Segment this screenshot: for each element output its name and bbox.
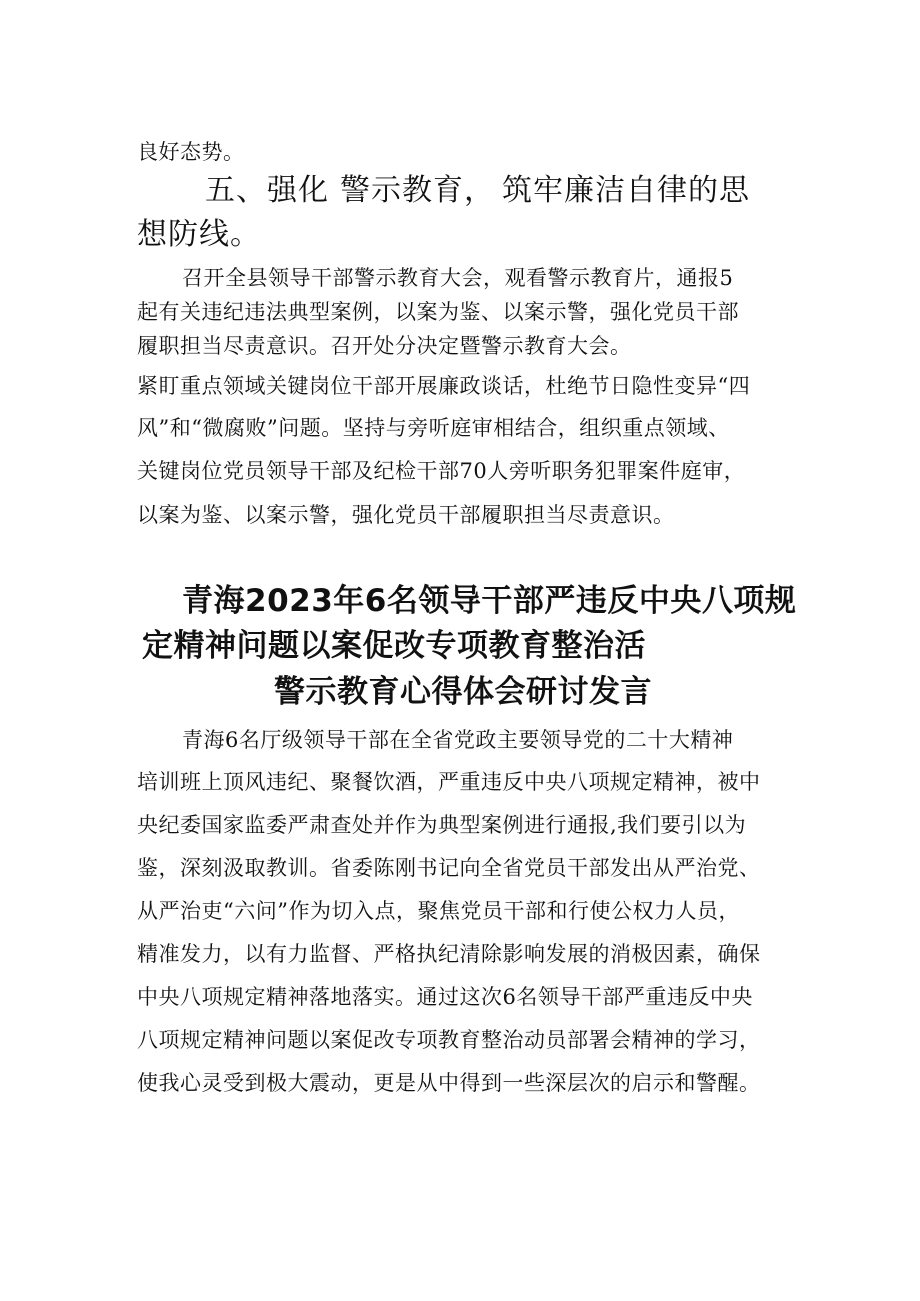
article-paragraph-line: 中央八项规定精神落地落实。通过这次6名领导干部严重违反中央 xyxy=(137,985,753,1009)
article-paragraph-line: 使我心灵受到极大震动，更是从中得到一些深层次的启示和警醒。 xyxy=(137,1071,761,1095)
article-paragraph-line: 青海6名厅级领导干部在全省党政主要领导党的二十大精神 xyxy=(182,728,734,752)
paragraph-line: 召开全县领导干部警示教育大会，观看警示教育片，通报5 xyxy=(182,266,734,290)
paragraph-line: 起有关违纪违法典型案例，以案为鉴、以案示警，强化党员干部 xyxy=(137,300,739,324)
section-heading-part3: 筑牢廉洁自律的思 xyxy=(502,173,750,208)
article-paragraph-line: 从严治吏“六问”作为切入点，聚焦党员干部和行使公权力人员， xyxy=(137,899,740,923)
paragraph-line: 以案为鉴、以案示警，强化党员干部履职担当尽责意识。 xyxy=(137,503,675,527)
paragraph-line: 紧盯重点领域关键岗位干部开展廉政谈话，杜绝节日隐性变异“四 xyxy=(137,374,751,398)
article-title-line: 定精神问题以案促改专项教育整治活 xyxy=(142,628,646,664)
section-heading-part1: 五、强化 xyxy=(205,173,329,208)
article-title-line: 青海2023年6名领导干部严违反中央八项规 xyxy=(182,583,797,619)
article-paragraph-line: 培训班上顶风违纪、聚餐饮酒，严重违反中央八项规定精神，被中 xyxy=(137,770,761,794)
section-heading-part2: 警示教育， xyxy=(340,173,495,208)
section-heading-line2: 想防线。 xyxy=(137,217,261,252)
paragraph-line: 履职担当尽责意识。召开处分决定暨警示教育大会。 xyxy=(137,334,632,358)
article-paragraph-line: 央纪委国家监委严肃查处并作为典型案例进行通报,我们要引以为 xyxy=(137,813,747,837)
article-paragraph-line: 鉴，深刻汲取教训。省委陈刚书记向全省党员干部发出从严治党、 xyxy=(137,856,761,880)
carryover-text: 良好态势。 xyxy=(137,140,245,164)
paragraph-line: 关键岗位党员领导干部及纪检干部70人旁听职务犯罪案件庭审， xyxy=(137,459,746,483)
article-paragraph-line: 精准发力，以有力监督、严格执纪清除影响发展的消极因素，确保 xyxy=(137,942,761,966)
article-title-line: 警示教育心得体会研讨发言 xyxy=(274,674,652,710)
article-paragraph-line: 八项规定精神问题以案促改专项教育整治动员部署会精神的学习， xyxy=(137,1028,761,1052)
paragraph-line: 风”和“微腐败”问题。坚持与旁听庭审相结合，组织重点领域、 xyxy=(137,416,730,440)
